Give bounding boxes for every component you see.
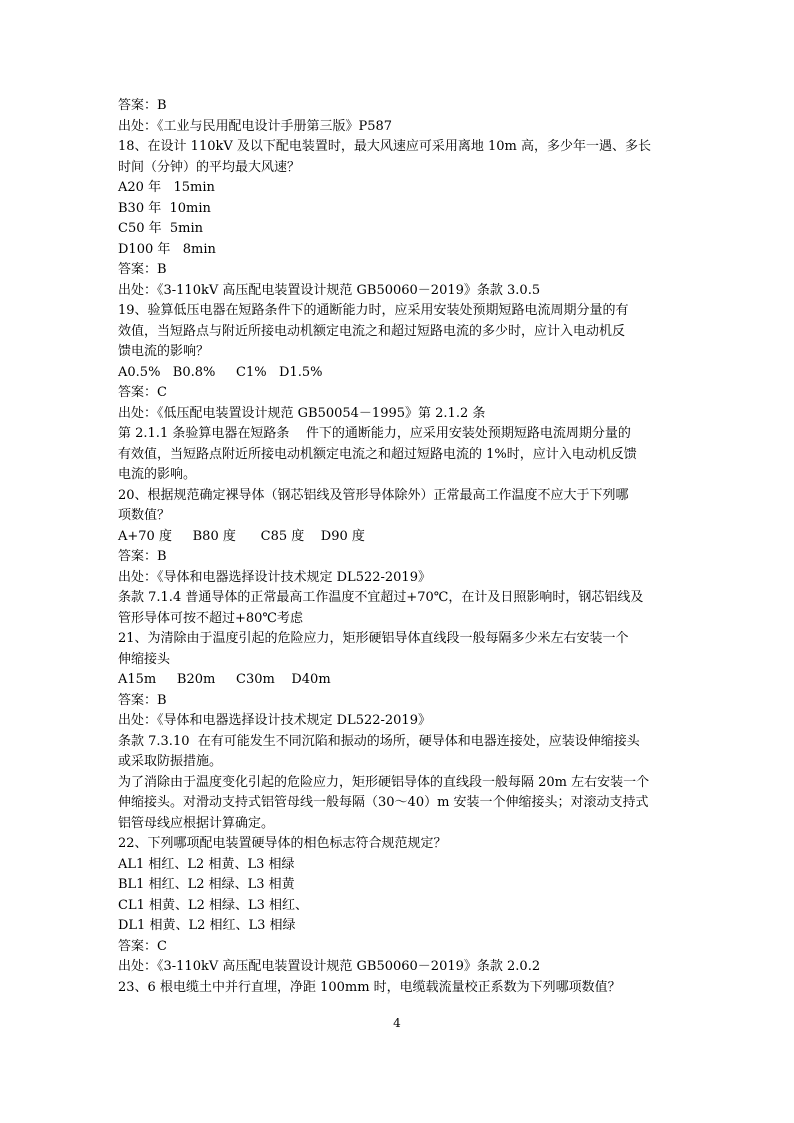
text-line: 馈电流的影响？ [118, 344, 210, 359]
text-line: 时间（分钟）的平均最大风速？ [118, 159, 301, 175]
text-line: 电流的影响。 [118, 467, 197, 482]
text-line: 18、在设计 110kV 及以下配电装置时，最大风速应可采用离地 10m 高，多少年一遇、多长 [118, 139, 652, 154]
text-line: B30 年 10min [118, 200, 211, 216]
text-line: 19、验算低压电器在短路条件下的通断能力时，应采用安装处预期短路电流周期分量的有 [118, 303, 629, 318]
text-line: 铝管母线应根据计算确定。 [118, 815, 275, 831]
text-line: 出处：《低压配电装置设计规范 GB50054－1995》第 2.1.2 条 [118, 405, 486, 421]
text-line: AL1 相红、L2 相黄、L3 相绿 [118, 856, 295, 872]
text-line: 出处：《3-110kV 高压配电装置设计规范 GB50060－2019》条款 3.0.5 [118, 282, 541, 298]
text-line: DL1 相黄、L2 相红、L3 相绿 [118, 918, 296, 933]
text-line: A0.5% B0.8% C1% D1.5% [118, 364, 323, 380]
text-line: 出处：《3-110kV 高压配电装置设计规范 GB50060－2019》条款 2.0.2 [118, 959, 541, 974]
text-line: 效值，当短路点与附近所接电动机额定电流之和超过短路电流的多少时，应计入电动机反 [118, 323, 626, 339]
document-body [118, 96, 678, 998]
page-number: 4 [393, 1016, 401, 1030]
text-line: 有效值，当短路点附近所接电动机额定电流之和超过短路电流的 1%时，应计入电动机反馈 [118, 446, 637, 462]
text-line: 答案：B [118, 549, 167, 564]
text-line: CL1 相黄、L2 相绿、L3 相红、 [118, 897, 309, 913]
text-line: 23、6 根电缆土中并行直埋，净距 100mm 时，电缆载流量校正系数为下列哪项数值？ [118, 979, 621, 995]
text-line: D100 年 8min [118, 241, 216, 257]
text-line: 伸缩接头。对滑动支持式铝管母线一般每隔（30～40）m 安装一个伸缩接头；对滚动支持式 [118, 795, 649, 810]
text-line: 21、为清除由于温度引起的危险应力，矩形硬铝导体直线段一般每隔多少米左右安装一个 [118, 631, 629, 646]
text-line: A15m B20m C30m D40m [118, 672, 331, 687]
text-line: 为了消除由于温度变化引起的危险应力，矩形硬铝导体的直线段一般每隔 20m 左右安装一个 [118, 774, 650, 790]
text-line: 出处：《导体和电器选择设计技术规定 DL522-2019》 [118, 713, 431, 728]
text-line: 答案：C [118, 938, 167, 954]
text-line: 项数值？ [118, 508, 171, 523]
text-line: A20 年 15min [118, 180, 215, 195]
text-line: 出处：《工业与民用配电设计手册第三版》P587 [118, 118, 393, 134]
text-line: 出处：《导体和电器选择设计技术规定 DL522-2019》 [118, 569, 431, 585]
text-line: 答案：B [118, 98, 167, 113]
text-line: 条款 7.3.10 在有可能发生不同沉陷和振动的场所，硬导体和电器连接处，应装设伸缩接头 [118, 733, 640, 749]
text-line: 管形导体可按不超过+80℃考虑 [118, 610, 303, 626]
text-line: 第 2.1.1 条验算电器在短路条 件下的通断能力，应采用安装处预期短路电流周期分量的 [118, 426, 631, 441]
text-line: 答案：B [118, 262, 167, 277]
text-line: 20、根据规范确定裸导体（钢芯铝线及管形导体除外）正常最高工作温度不应大于下列哪 [118, 487, 629, 503]
text-line: 答案：B [118, 692, 167, 708]
text-line: 条款 7.1.4 普通导体的正常最高工作温度不宜超过+70℃，在计及日照影响时，钢芯铝线及 [118, 590, 644, 605]
text-line: 22、下列哪项配电装置硬导体的相色标志符合规范规定？ [118, 836, 447, 851]
text-line: 答案：C [118, 385, 167, 400]
text-line: A+70 度 B80 度 C85 度 D90 度 [118, 528, 365, 544]
text-line: 或采取防振措施。 [118, 754, 223, 769]
text-line: 伸缩接头 [118, 651, 171, 667]
text-line: C50 年 5min [118, 221, 204, 236]
text-line: BL1 相红、L2 相绿、L3 相黄 [118, 877, 295, 892]
